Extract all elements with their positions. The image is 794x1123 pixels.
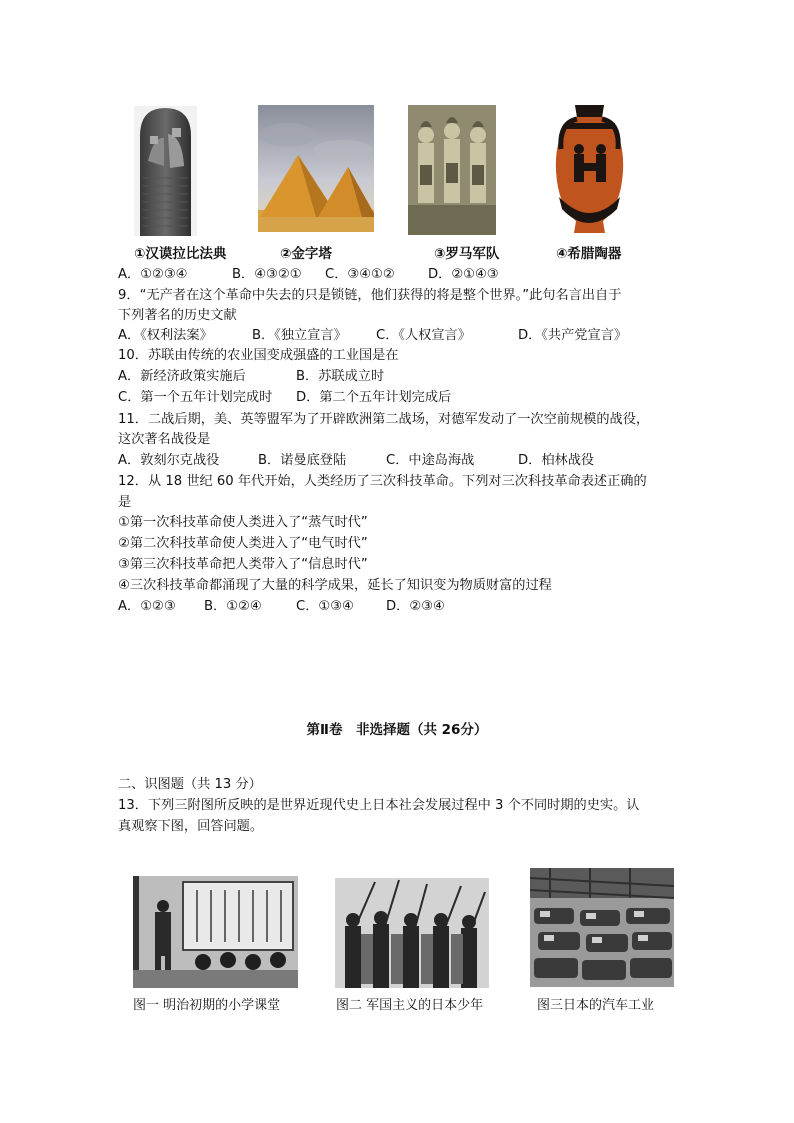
q8-option-d: D．②①④③: [428, 267, 499, 282]
q12-option-d: D．②③④: [386, 599, 445, 614]
q12-stem-line1: 12．从 18 世纪 60 年代开始，人类经历了三次科技革命。下列对三次科技革命表述正确的: [118, 474, 647, 489]
militarist-youth-photo-icon: [335, 878, 489, 988]
pyramids-image: [258, 105, 374, 232]
caption-hammurabi: ①汉谟拉比法典: [134, 246, 227, 262]
q12-item-4: ④三次科技革命都涌现了大量的科学成果，延长了知识变为物质财富的过程: [118, 578, 552, 593]
q12-item-3: ③第三次科技革命把人类带入了“信息时代”: [118, 557, 368, 572]
q12-item-2: ②第二次科技革命使人类进入了“电气时代”: [118, 536, 368, 551]
q8-option-a: A．①②③④: [118, 267, 188, 282]
section-2-title: 第Ⅱ卷 非选择题（共 26分）: [306, 722, 488, 738]
caption-roman-army: ③罗马军队: [434, 246, 500, 262]
q9-stem-line1: 9．“无产者在这个革命中失去的只是锁链，他们获得的将是整个世界。”此句名言出自于: [118, 288, 622, 303]
q11-option-a: A．敦刻尔克战役: [118, 453, 220, 468]
q11-stem-line2: 这次著名战役是: [118, 432, 211, 447]
q10-option-c: C．第一个五年计划完成时: [118, 390, 273, 405]
pyramids-icon: [258, 105, 374, 232]
q8-option-b: B．④③②①: [232, 267, 302, 282]
caption-figure-1: 图一 明治初期的小学课堂: [133, 998, 281, 1013]
q9-option-d: D．《共产党宣言》: [518, 328, 628, 343]
q9-stem-line2: 下列著名的历史文献: [118, 308, 237, 323]
q10-option-a: A．新经济政策实施后: [118, 369, 246, 384]
car-industry-image: [530, 868, 674, 987]
q8-option-c: C．③④①②: [325, 267, 395, 282]
q11-stem-line1: 11．二战后期，美、英等盟军为了开辟欧洲第二战场，对德军发动了一次空前规模的战役，: [118, 412, 650, 427]
q11-option-b: B．诺曼底登陆: [258, 453, 347, 468]
classroom-photo-icon: [133, 876, 298, 988]
q12-option-b: B．①②④: [204, 599, 262, 614]
q11-option-d: D．柏林战役: [518, 453, 595, 468]
roman-army-image: [408, 105, 496, 235]
q13-stem-line1: 13．下列三附图所反映的是世界近现代史上日本社会发展过程中 3 个不同时期的史实。认: [118, 798, 640, 813]
q13-stem-line2: 真观察下图，回答问题。: [118, 819, 264, 834]
roman-soldiers-icon: [408, 105, 496, 235]
q10-option-d: D．第二个五年计划完成后: [296, 390, 452, 405]
q12-option-a: A．①②③: [118, 599, 176, 614]
q10-option-b: B．苏联成立时: [296, 369, 385, 384]
caption-greek-pottery: ④希腊陶器: [556, 246, 622, 262]
q9-option-c: C．《人权宣言》: [376, 328, 471, 343]
car-industry-photo-icon: [530, 868, 674, 987]
q12-stem-line2: 是: [118, 495, 132, 510]
q11-option-c: C．中途岛海战: [386, 453, 475, 468]
greek-amphora-icon: [545, 101, 634, 236]
stele-icon: [134, 106, 197, 236]
q10-stem: 10．苏联由传统的农业国变成强盛的工业国是在: [118, 348, 399, 363]
hammurabi-code-image: [134, 106, 197, 236]
caption-figure-2: 图二 军国主义的日本少年: [336, 998, 484, 1013]
militarist-youth-image: [335, 878, 489, 988]
greek-pottery-image: [545, 101, 634, 236]
caption-pyramids: ②金字塔: [280, 246, 332, 262]
q9-option-a: A．《权利法案》: [118, 328, 213, 343]
q12-item-1: ①第一次科技革命使人类进入了“蒸气时代”: [118, 515, 368, 530]
meiji-classroom-image: [133, 876, 298, 988]
section-2-heading: 二、识图题（共 13 分）: [118, 777, 262, 792]
q12-option-c: C．①③④: [296, 599, 354, 614]
caption-figure-3: 图三日本的汽车工业: [537, 998, 655, 1013]
q9-option-b: B．《独立宣言》: [252, 328, 347, 343]
